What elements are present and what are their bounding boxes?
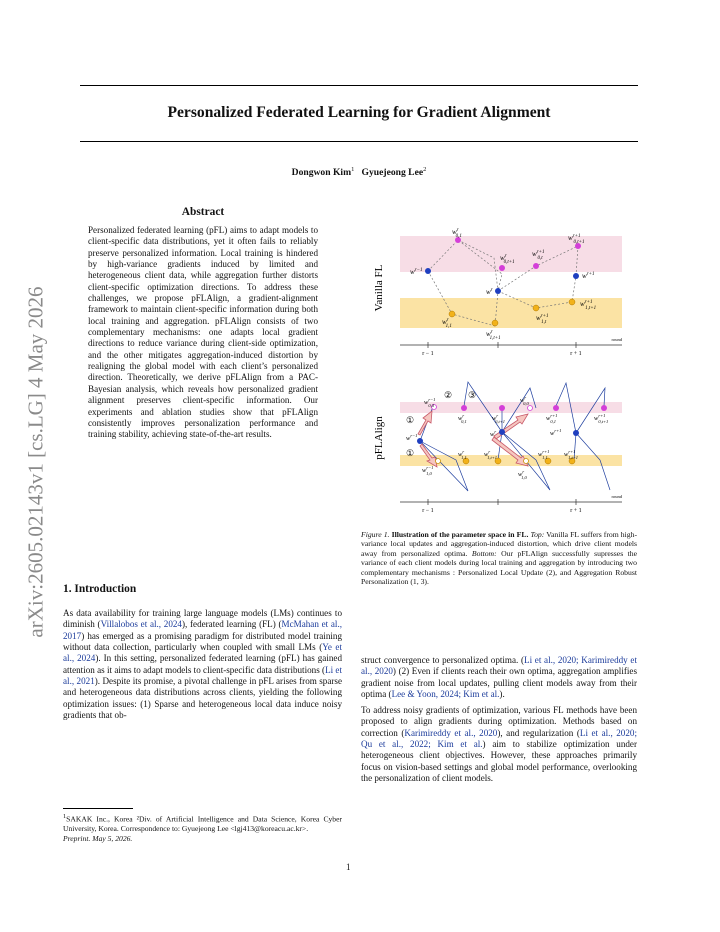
client0-node — [601, 405, 607, 411]
svg-text:wr+1: $w^{r+1}$ — [582, 272, 595, 280]
client0-node — [499, 405, 505, 411]
panel-label-vanilla: Vanilla FL — [373, 264, 385, 312]
arxiv-identifier: arXiv:2605.02143v1 [cs.LG] 4 May 2026 — [23, 286, 48, 638]
svg-text:wr0,0: $w^r$ 0,0 — [520, 395, 529, 406]
svg-text:wr+11,t: $w^{r+1}$ 1,t — [536, 314, 549, 325]
client0-node — [528, 406, 533, 411]
figure-parameter-space — [360, 228, 640, 518]
footnote-rule — [63, 808, 133, 809]
paper-title: Personalized Federated Learning for Gradient Alignment — [167, 104, 551, 121]
preprint-date: Preprint. May 5, 2026. — [63, 834, 133, 843]
global-node — [573, 273, 579, 279]
client1-node — [533, 305, 539, 311]
tick-label: r − 1 — [422, 351, 434, 357]
axis-label: round — [611, 337, 622, 342]
intro-paragraph-1: As data availability for training large language models (LMs) continues to diminish (Villalobos et al., 2024), federated learning (FL) (McMahan et al., 2017) has emerged as a promising paradigm for distributed model training without data collection, particularly when coupled with small LMs (Ye et al., 2024). In this setting, personalized federated learning (pFL) has gained attention as it aims to adapt models to client-specific data distributions (Li et al., 2021). Despite its promise, a pivotal challenge in pFL arises from sparse and heterogeneous data distributions across clients, yielding the following optimization issues: (1) Sparse and heterogeneous local data induce noisy gradients that ob- — [63, 608, 342, 721]
svg-text:wr+10,t: $w^{r+1}$ 0,t — [532, 250, 545, 261]
global-node — [499, 429, 505, 435]
svg-text:wr+10,1: $w^{r+1}$ 0,1 — [546, 413, 558, 424]
intro-paragraph-1-continued: struct convergence to personalized optima. (Li et al., 2020; Karimireddy et al., 2020) (2) Even if clients reach their own optima, aggregation amplifies gradient noise from local updates, pulling client models away from their optima (Lee & Yoon, 2024; Kim et al.). — [361, 655, 637, 700]
citation-link[interactable]: Li et al., 2021 — [63, 664, 342, 687]
svg-text:wr−1: $w^{r-1}$ — [410, 268, 423, 276]
client1-node — [449, 311, 455, 317]
axis-label: round — [611, 494, 622, 499]
citation-link[interactable]: Villalobos et al., 2024 — [100, 619, 182, 630]
abstract-heading: Abstract — [181, 206, 225, 218]
svg-text:③: ③ — [468, 390, 477, 400]
svg-text:wr+11,t+1: $w^{r+1}$ 1,t+1 — [564, 449, 578, 460]
title-top-rule — [80, 85, 638, 86]
author-list: Dongwon Kim$^1$ Gyuejeong Lee$^2$ — [291, 166, 427, 179]
svg-text:wr+10,t+1: $w^{r+1}$ 0,t+1 — [568, 234, 585, 245]
author-name: Dongwon Kim — [291, 167, 352, 179]
svg-text:wr+11,1: $w^{r+1}$ 1,1 — [538, 449, 550, 460]
svg-text:wr−11,0: $w^{r-1}$ 1,0 — [422, 465, 434, 476]
section-heading: 1. Introduction — [63, 583, 137, 595]
svg-text:wr+11,t+1: $w^{r+1}$ 1,t+1 — [580, 300, 597, 311]
svg-text:wr1,0: $w^r$ 1,0 — [518, 469, 527, 480]
panel-label-pflalign: pFLAlign — [373, 416, 385, 460]
client0-node — [461, 405, 467, 411]
svg-text:wr: $w^r$ — [486, 288, 493, 296]
svg-text:wr0,t+1: $w^r$ 0,t+1 — [492, 413, 506, 424]
page-number: 1 — [346, 862, 351, 872]
svg-text:wr+10,t+1: $w^{r+1}$ 0,t+1 — [594, 413, 609, 424]
global-node — [417, 438, 423, 444]
svg-text:①: ① — [406, 448, 415, 458]
svg-text:wr0,t+1: $w^r$ 0,t+1 — [500, 254, 515, 265]
client1-node — [569, 299, 575, 305]
intro-paragraph-2: To address noisy gradients of optimization, various FL methods have been proposed to align gradients during optimization. Methods based on correction (Karimireddy et al., 2020), and regularization (Li et al., 2020; Qu et al., 2022; Kim et al.) aim to stabilize optimization under heterogeneous client objectives. However, these approaches primarily focus on vision-based settings and global model performance, overlooking the personalization of client models. — [361, 705, 637, 784]
title-bottom-rule — [80, 141, 638, 142]
citation-link[interactable]: Lee & Yoon, 2024; Kim et al. — [391, 689, 500, 700]
client1-node — [436, 459, 441, 464]
client1-node — [524, 459, 529, 464]
svg-text:wr1,1: $w^r$ 1,1 — [458, 449, 467, 460]
citation-link[interactable]: Ye et al., 2024 — [63, 642, 342, 664]
svg-text:wr−1: $w^{r-1}$ — [406, 433, 418, 442]
citation-link[interactable]: Karimireddy et al., 2020 — [404, 727, 498, 738]
global-node — [425, 268, 431, 274]
client1-node — [492, 320, 498, 326]
svg-text:wr0,1: $w^r$ 0,1 — [458, 413, 467, 424]
citation-link[interactable]: Li et al., 2020; Karimireddy et al., 2020 — [361, 655, 637, 677]
tick-label: r − 1 — [422, 508, 434, 514]
client0-band — [400, 236, 622, 272]
figure-caption: Figure 1. Illustration of the parameter space in FL. Top: Vanilla FL suffers from high-variance local updates and aggregation-induced distortion, which drive client models away from personalized optima. Bottom: Our pFLAlign successfully supresses the variance of each client models during local training and aggregation by introducing two complementary mechanisms : Personalized Local Update (2), and Aggregation Robust Personalization (1, 3). — [361, 530, 638, 587]
svg-text:wr+1: $w^{r+1}$ — [550, 428, 562, 437]
abstract-text: Personalized federated learning (pFL) aims to adapt models to client-specific data distributions, yet it often fails to reliably preserve personalized information. Local training is hindered by high-variance gradients induced by limited and heterogeneous client data, while aggregation further distorts client-specific optimization directions. To address these challenges, we propose pFLAlign, a gradient-alignment framework to maintain client-specific information during both local training and aggregation. pFLAlign consists of two complementary mechanisms: one adapts local gradient directions to reduce variance during client-side optimization, and the other mitigates aggregation-induced distortion by realigning the global model with each client’s personalized direction. Theoretically, we derive pFLAlign from a PAC-Bayesian analysis, which reveals how personalized gradient alignment preserves client-specific information. Our experiments and ablation studies show that pFLAlign consistently improves personalization performance and training stability, achieving state-of-the-art results. — [88, 225, 318, 440]
svg-text:wr0,1: $w^r$ 0,1 — [452, 228, 462, 239]
svg-text:②: ② — [444, 390, 453, 400]
global-node — [573, 430, 579, 436]
global-node — [495, 288, 501, 294]
client0-node — [553, 405, 559, 411]
citation-link[interactable]: Li et al., 2020; Qu et al., 2022; Kim et al. — [361, 727, 637, 750]
author-name: Gyuejeong Lee — [361, 167, 424, 179]
citation-link[interactable]: McMahan et al., 2017 — [63, 619, 342, 641]
svg-text:wr1,t+1: $w^r$ 1,t+1 — [486, 330, 501, 341]
svg-text:wr−10,0: $w^{r-1}$ 0,0 — [424, 397, 436, 408]
svg-text:wr1,1: $w^r$ 1,1 — [442, 318, 452, 329]
svg-text:wr: $w^r$ — [490, 429, 497, 438]
tick-label: r + 1 — [570, 351, 582, 357]
footnote: $^1$SAKAK Inc., Korea ²Div. of Artificial Intelligence and Data Science, Korea Cyber University, Korea. Correspondence to: Gyuejeong Lee <lgj413@koreacu.ac.kr>. — [63, 813, 342, 833]
step-markers — [406, 390, 476, 458]
svg-text:①: ① — [406, 415, 415, 425]
svg-text:wr1,t+1: $w^r$ 1,t+1 — [484, 449, 498, 460]
tick-label: r + 1 — [570, 508, 582, 514]
client0-node — [533, 263, 539, 269]
vanilla-fl-panel — [373, 228, 623, 357]
pflalign-panel — [373, 382, 623, 514]
client0-node — [499, 265, 505, 271]
